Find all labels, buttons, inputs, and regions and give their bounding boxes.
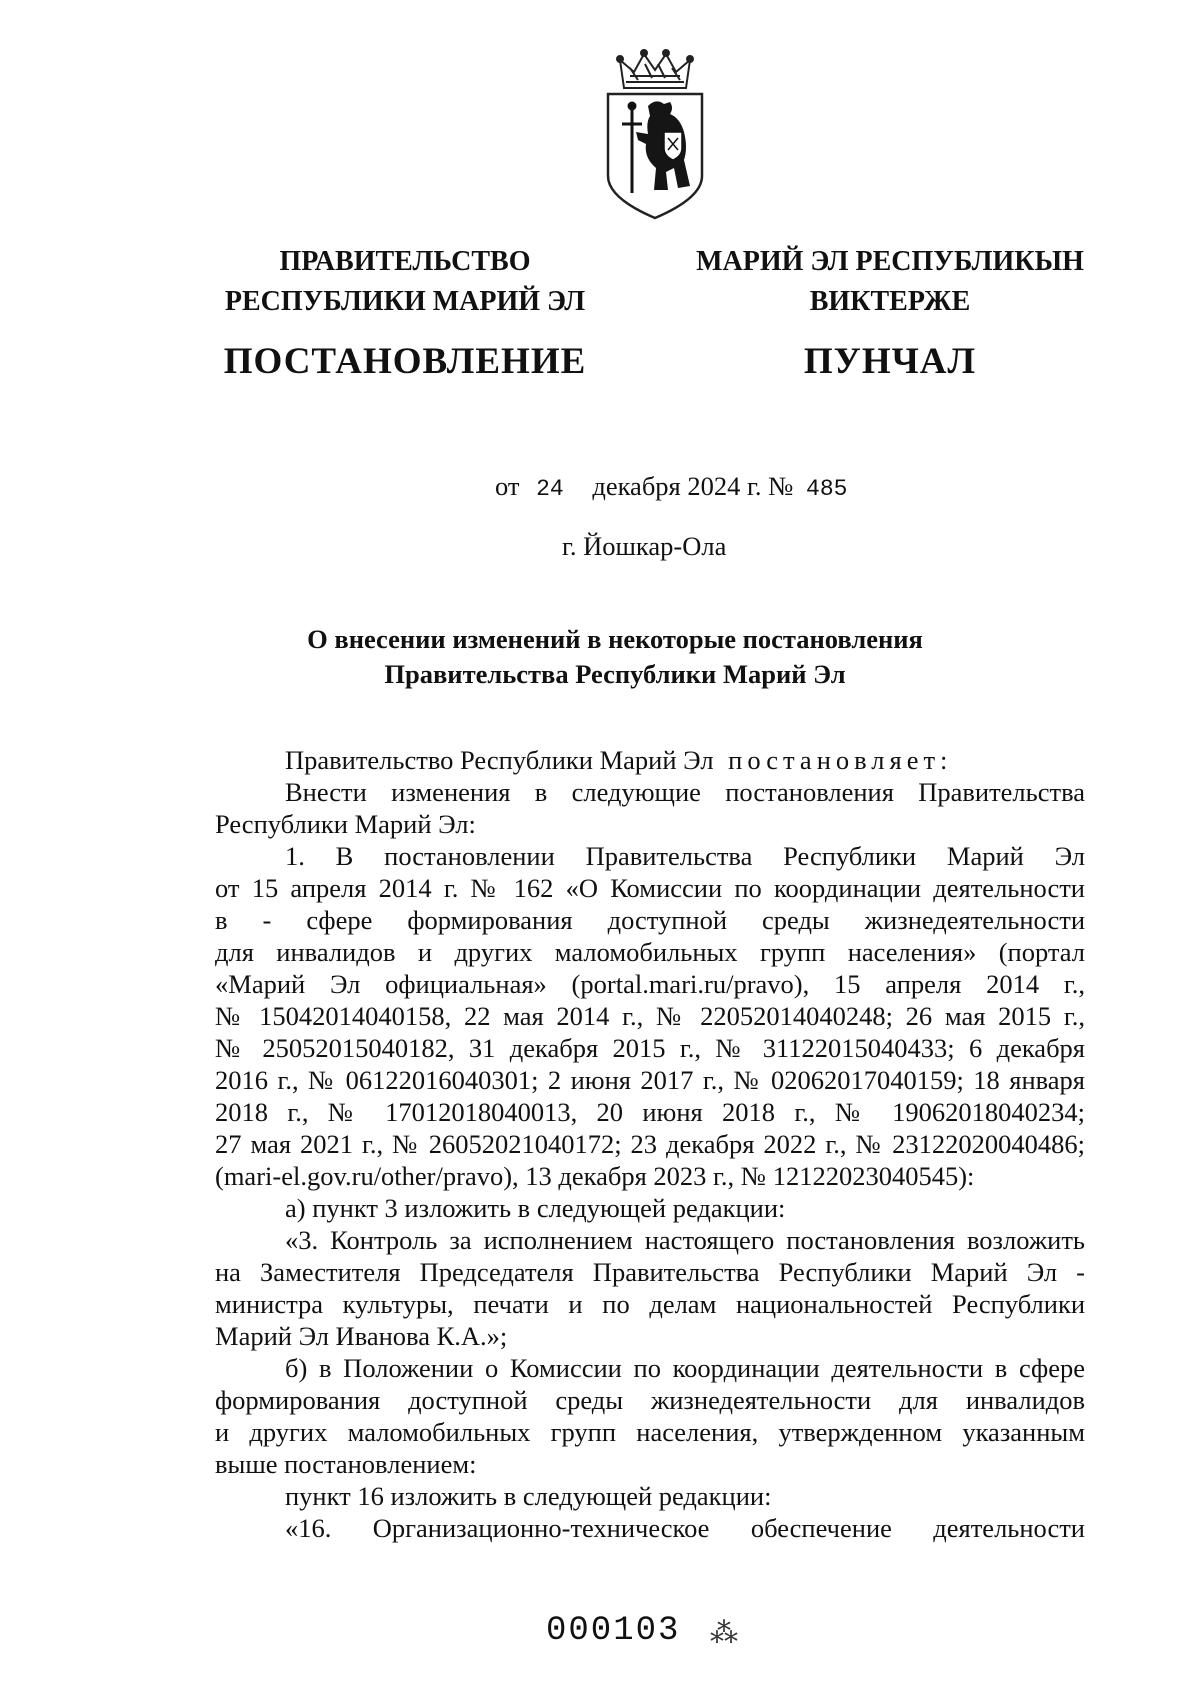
document-title: [215, 622, 1015, 692]
coat-of-arms-icon: [600, 48, 710, 223]
serial-number: 000103: [546, 1612, 681, 1650]
body-line: а) пункт 3 изложить в следующей редакции:: [285, 1193, 786, 1223]
government-name-line1: ПРАВИТЕЛЬСТВО: [279, 246, 531, 277]
body-line: «16. Организационно-техническое обеспечение деятельности: [285, 1513, 1085, 1543]
body-line: Марий Эл Иванова К.А.»;: [215, 1321, 508, 1351]
body-line: [215, 744, 1085, 776]
body-text: Правительство Республики Марий Эл: [285, 745, 714, 775]
document-date: [495, 470, 847, 505]
body-line: б) в Положении о Комиссии по координации деятельности в сфере: [285, 1353, 1085, 1383]
document-type-mari: ПУНЧАЛ: [803, 341, 977, 382]
body-line: Внести изменения в следующие постановления Правительства: [285, 777, 1085, 807]
body-line: № 25052015040182, 31 декабря 2015 г., № 31122015040433; 6 декабря: [215, 1033, 1085, 1063]
government-name-mari-line1: МАРИЙ ЭЛ РЕСПУБЛИКЫН: [696, 246, 1084, 277]
body-line: Республики Марий Эл:: [215, 809, 476, 839]
body-line: 1. В постановлении Правительства Республики Марий Эл: [285, 841, 1085, 871]
document-body: [215, 744, 1085, 1544]
asterism-mark: ⁂: [710, 1618, 738, 1649]
body-line: «Марий Эл официальная» (portal.mari.ru/pravo), 15 апреля 2014 г.,: [215, 969, 1085, 999]
body-line: 2018 г., № 17012018040013, 20 июня 2018 г., № 19062018040234;: [215, 1097, 1085, 1127]
body-line: пункт 16 изложить в следующей редакции:: [285, 1481, 772, 1511]
body-line: для инвалидов и других маломобильных групп населения» (портал: [215, 937, 1085, 967]
date-day: 24: [536, 476, 564, 502]
body-line: выше постановлением:: [215, 1449, 477, 1479]
body-line: в - сфере формирования доступной среды жизнедеятельности: [215, 905, 1085, 935]
body-line: от 15 апреля 2014 г. № 162 «О Комиссии по координации деятельности: [215, 873, 1085, 903]
body-line: № 15042014040158, 22 мая 2014 г., № 22052014040248; 26 мая 2015 г.,: [215, 1001, 1085, 1031]
document-type: ПОСТАНОВЛЕНИЕ: [223, 341, 587, 382]
government-name-mari-line2: ВИКТЕРЖЕ: [809, 286, 971, 317]
document-number: 485: [806, 476, 848, 502]
date-rest: декабря 2024 г. №: [592, 471, 794, 501]
body-text-spaced: постановляет:: [728, 745, 953, 775]
body-line: формирования доступной среды жизнедеятельности для инвалидов: [215, 1385, 1085, 1415]
body-line: и других маломобильных групп населения, утвержденном указанным: [215, 1417, 1085, 1447]
city: г. Йошкар-Ола: [562, 531, 727, 561]
body-line: «3. Контроль за исполнением настоящего постановления возложить: [285, 1225, 1085, 1255]
body-line: 27 мая 2021 г., № 26052021040172; 23 декабря 2022 г., № 23122020040486;: [215, 1129, 1085, 1159]
body-line: министра культуры, печати и по делам национальностей Республики: [215, 1289, 1085, 1319]
header-left: [205, 242, 605, 387]
body-line: (mari-el.gov.ru/other/pravo), 13 декабря 2023 г., № 12122023040545):: [215, 1161, 975, 1191]
body-line: на Заместителя Председателя Правительства Республики Марий Эл -: [215, 1257, 1085, 1287]
body-line: 2016 г., № 06122016040301; 2 июня 2017 г., № 02062017040159; 18 января: [215, 1065, 1085, 1095]
title-line1: О внесении изменений в некоторые постановления: [307, 624, 923, 654]
government-name-line2: РЕСПУБЛИКИ МАРИЙ ЭЛ: [224, 286, 586, 317]
title-line2: Правительства Республики Марий Эл: [384, 659, 846, 689]
date-prefix: от: [495, 471, 520, 501]
header-right: [675, 242, 1105, 387]
